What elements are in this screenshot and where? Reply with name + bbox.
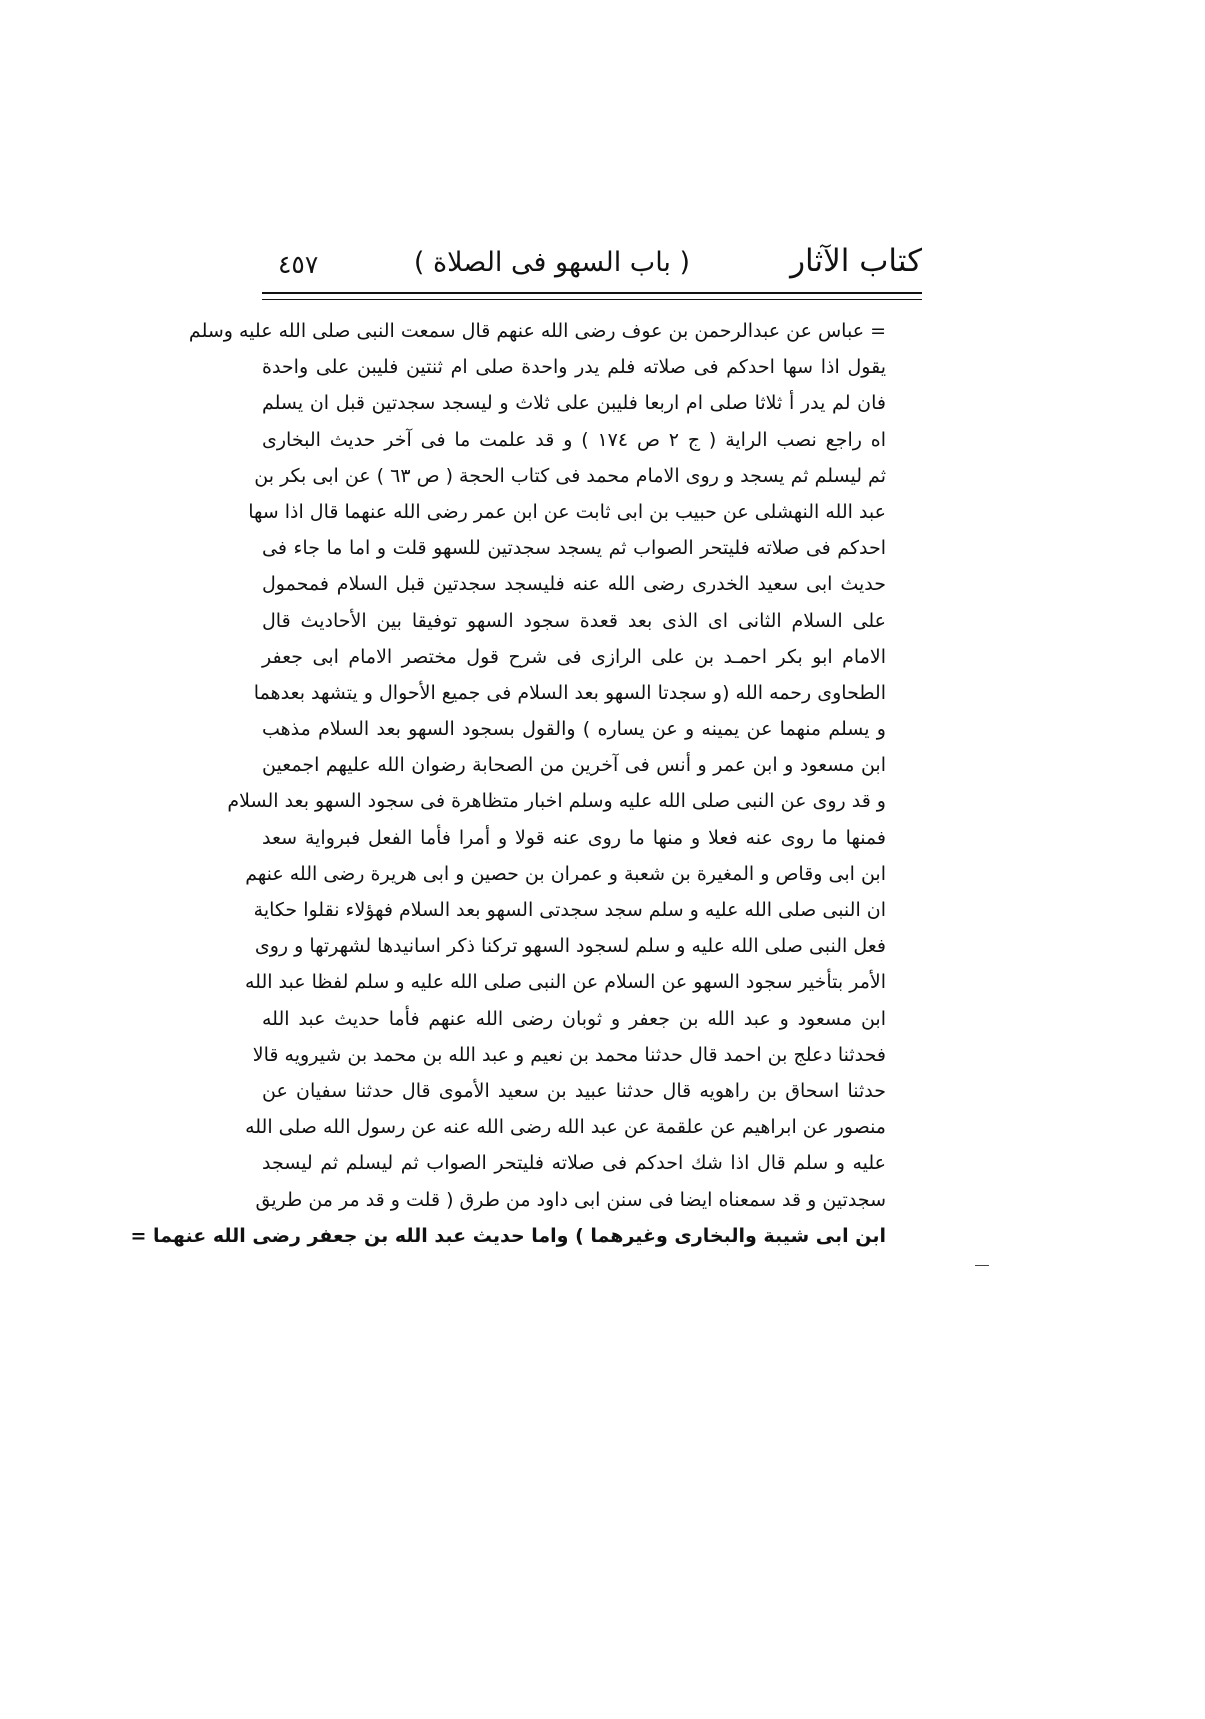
text-line: يقول اذا سها احدكم فى صلاته فلم يدر واحدة صلى ام ثنتين فليبن على واحدة: [262, 356, 886, 379]
header-rule-thick: [262, 292, 922, 294]
text-line: و يسلم منهما عن يمينه و عن يساره ) والقول بسجود السهو بعد السلام مذهب: [262, 718, 886, 741]
text-line: الامام ابو بكر احمـد بن على الرازى فى شرح قول مختصر الامام ابى جعفر: [262, 645, 886, 668]
margin-mark: [975, 1265, 989, 1266]
text-line: اه راجع نصب الراية ( ج ٢ ص ١٧٤ ) و قد علمت ما فى آخر حديث البخارى: [262, 428, 886, 451]
text-line: حدثنا اسحاق بن راهويه قال حدثنا عبيد بن سعيد الأموى قال حدثنا سفيان عن: [262, 1079, 886, 1102]
text-line: ابن ابى وقاص و المغيرة بن شعبة و عمران بن حصين و ابى هريرة رضى الله عنهم: [245, 862, 886, 885]
text-line: على السلام الثانى اى الذى بعد قعدة سجود السهو توفيقا بين الأحاديث قال: [262, 609, 886, 632]
text-line: = عباس عن عبدالرحمن بن عوف رضى الله عنهم قال سمعت النبى صلى الله عليه وسلم: [188, 320, 886, 342]
text-line: حديث ابى سعيد الخدرى رضى الله عنه فليسجد سجدتين قبل السلام فمحمول: [262, 573, 886, 596]
page-header: [262, 240, 922, 290]
text-line: احدكم فى صلاته فليتحر الصواب ثم يسجد سجدتين للسهو قلت و اما ما جاء فى: [262, 537, 886, 560]
text-line: سجدتين و قد سمعناه ايضا فى سنن ابى داود من طرق ( قلت و قد مر من طريق: [255, 1188, 886, 1211]
text-line-last: ابن ابى شيبة والبخارى وغيرهما ) واما حديث عبد الله بن جعفر رضى الله عنهما =: [130, 1224, 886, 1247]
text-line: عليه و سلم قال اذا شك احدكم فى صلاته فليتحر الصواب ثم ليسلم ثم ليسجد: [262, 1152, 886, 1175]
text-line: الأمر بتأخير سجود السهو عن السلام عن النبى صلى الله عليه و سلم لفظا عبد الله: [244, 971, 886, 994]
text-line: عبد الله النهشلى عن حبيب بن ابى ثابت عن ابن عمر رضى الله عنهما قال اذا سها: [248, 500, 886, 523]
text-line: فحدثنا دعلج بن احمد قال حدثنا محمد بن نعيم و عبد الله بن محمد بن شيرويه قالا: [252, 1043, 886, 1066]
text-line: منصور عن ابراهيم عن علقمة عن عبد الله رضى الله عنه عن رسول الله صلى الله: [245, 1116, 886, 1139]
text-line: ان النبى صلى الله عليه و سلم سجد سجدتى السهو بعد السلام فهؤلاء نقلوا حكاية: [253, 899, 886, 921]
text-line: ابن مسعود و عبد الله بن جعفر و ثوبان رضى الله عنهم فأما حديث عبد الله: [262, 1007, 886, 1030]
text-line: فان لم يدر أ ثلاثا صلى ام اربعا فليبن على ثلاث و ليسجد سجدتين قبل ان يسلم: [262, 392, 886, 415]
page-number: ٤٥٧: [278, 250, 319, 279]
book-title: كتاب الآثار: [790, 243, 922, 279]
text-line: فعل النبى صلى الله عليه و سلم لسجود السهو تركنا ذكر اسانيدها لشهرتها و روى: [254, 935, 886, 958]
chapter-title: ( باب السهو فى الصلاة ): [413, 247, 691, 278]
text-line: و قد روى عن النبى صلى الله عليه وسلم اخبار متظاهرة فى سجود السهو بعد السلام: [227, 790, 886, 813]
header-rule-thin: [262, 299, 922, 300]
text-line: فمنها ما روى عنه فعلا و منها ما روى عنه قولا و أمرا فأما الفعل فبرواية سعد: [262, 826, 886, 849]
text-line: ابن مسعود و ابن عمر و أنس فى آخرين من الصحابة رضوان الله عليهم اجمعين: [262, 754, 886, 777]
body-text: [130, 313, 886, 1254]
text-line: الطحاوى رحمه الله (و سجدتا السهو بعد السلام فى جميع الأحوال و يتشهد بعدهما: [253, 681, 886, 704]
text-line: ثم ليسلم ثم يسجد و روى الامام محمد فى كتاب الحجة ( ص ٦٣ ) عن ابى بكر بن: [254, 464, 886, 487]
